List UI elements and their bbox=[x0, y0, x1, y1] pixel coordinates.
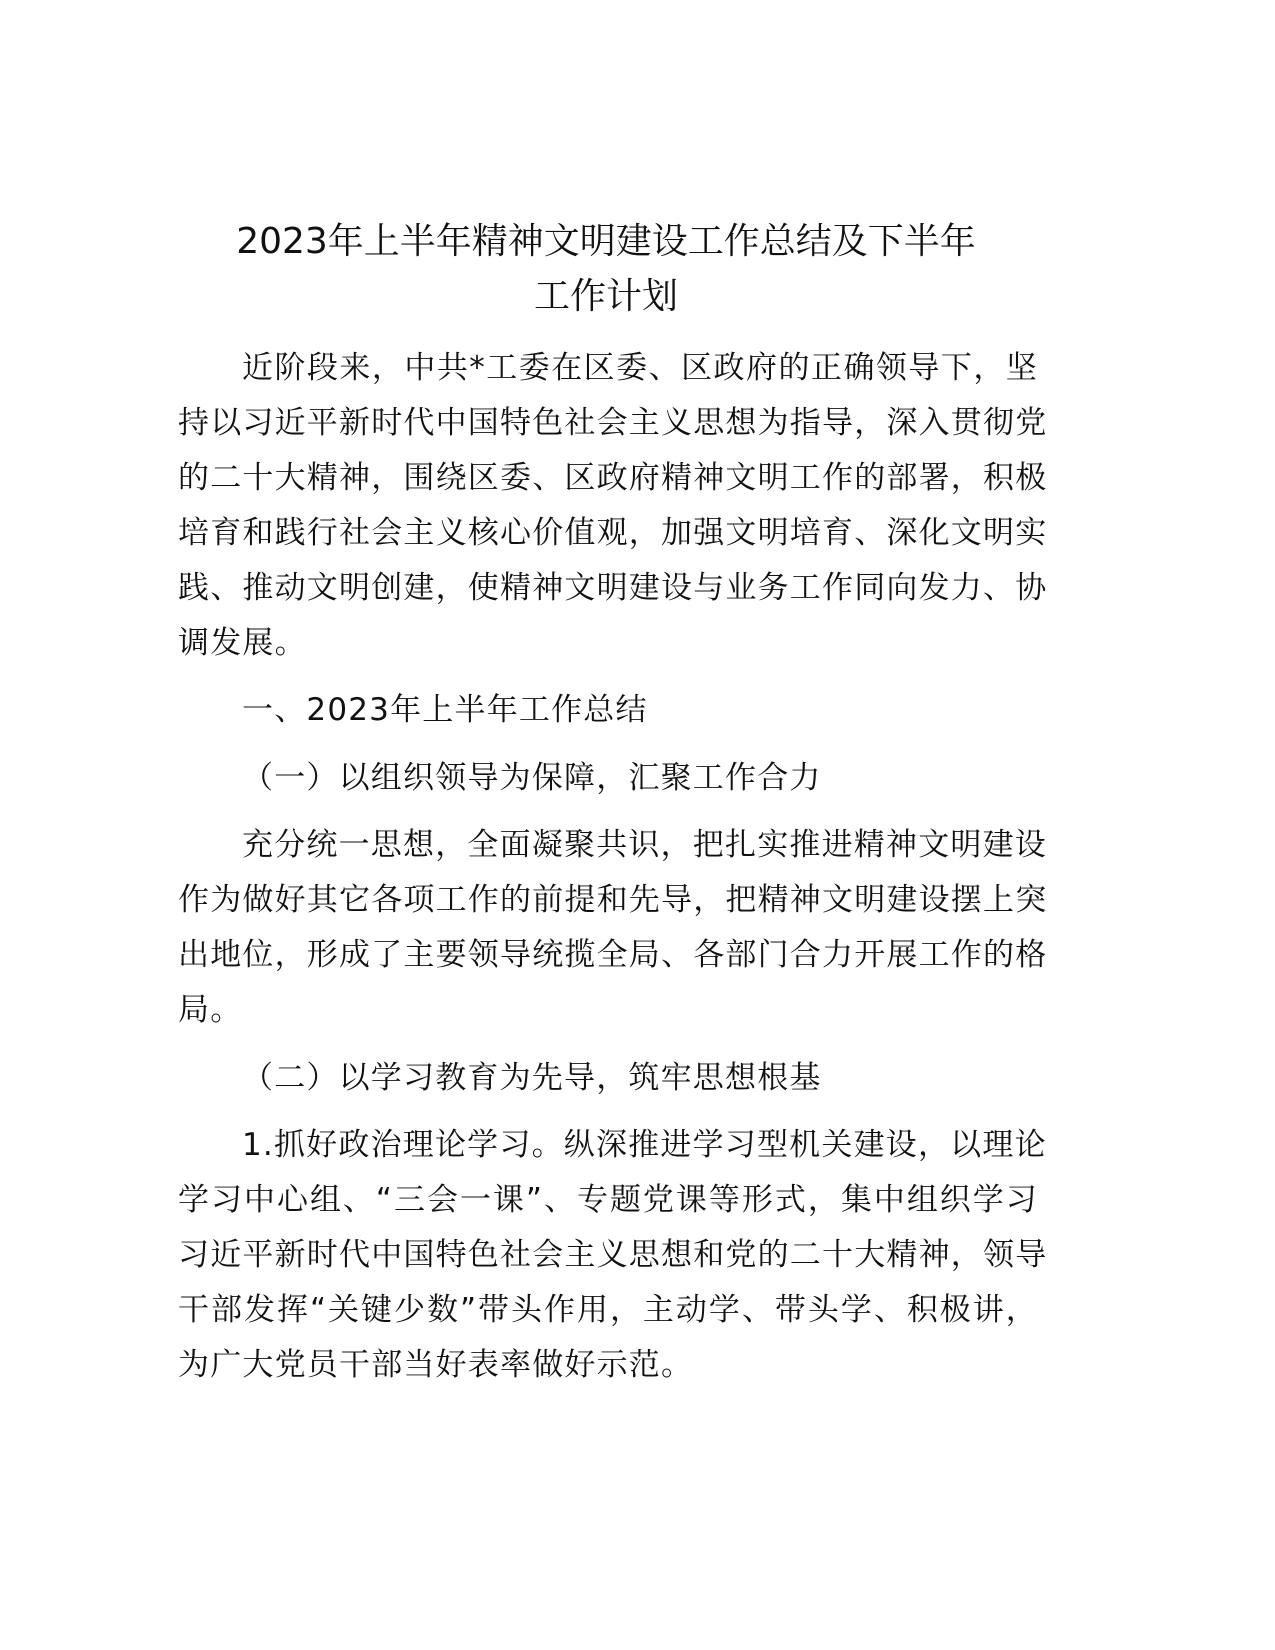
text-line: 干部发挥“关键少数”带头作用，主动学、带头学、积极讲， bbox=[178, 1292, 1038, 1328]
document-title-line-1: 2023年上半年精神文明建设工作总结及下半年 bbox=[236, 221, 976, 262]
subsection-heading: （一）以组织领导为保障，汇聚工作合力 bbox=[242, 760, 822, 796]
text-line: 学习中心组、“三会一课”、专题党课等形式，集中组织学习 bbox=[178, 1182, 1038, 1218]
document-title-line-2: 工作计划 bbox=[533, 276, 678, 317]
text-line: 出地位，形成了主要领导统揽全局、各部门合力开展工作的格 bbox=[178, 937, 1048, 973]
text-line: 调发展。 bbox=[178, 625, 307, 661]
text-line: 1.抓好政治理论学习。纵深推进学习型机关建设，以理论 bbox=[242, 1127, 1047, 1163]
text-line: 作为做好其它各项工作的前提和先导，把精神文明建设摆上突 bbox=[178, 882, 1048, 918]
text-line: 习近平新时代中国特色社会主义思想和党的二十大精神，领导 bbox=[178, 1237, 1048, 1273]
text-line: 充分统一思想，全面凝聚共识，把扎实推进精神文明建设 bbox=[242, 827, 1047, 863]
text-line: 的二十大精神，围绕区委、区政府精神文明工作的部署，积极 bbox=[178, 460, 1048, 496]
subsection-heading: （二）以学习教育为先导，筑牢思想根基 bbox=[242, 1060, 822, 1096]
text-line: 近阶段来，中共*工委在区委、区政府的正确领导下，坚 bbox=[242, 350, 1038, 386]
text-line: 为广大党员干部当好表率做好示范。 bbox=[178, 1347, 694, 1383]
section-heading: 一、2023年上半年工作总结 bbox=[242, 692, 648, 728]
text-line: 局。 bbox=[178, 992, 243, 1028]
text-line: 践、推动文明创建，使精神文明建设与业务工作同向发力、协 bbox=[178, 570, 1048, 606]
text-line: 持以习近平新时代中国特色社会主义思想为指导，深入贯彻党 bbox=[178, 405, 1048, 441]
text-line: 培育和践行社会主义核心价值观，加强文明培育、深化文明实 bbox=[178, 515, 1048, 551]
